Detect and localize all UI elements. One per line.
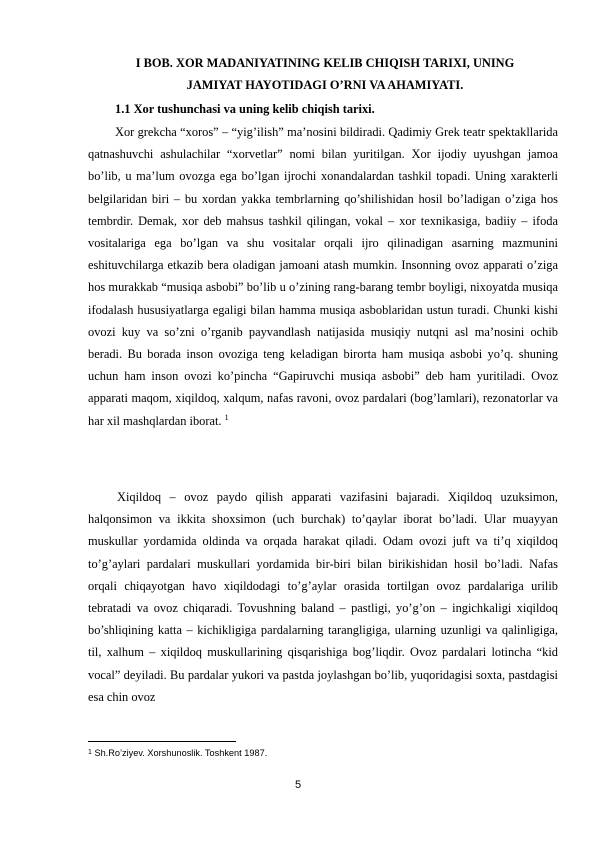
paragraph-1-text: Xor grekcha “xoros” – “yig’ilish” ma’nosini bildiradi. Qadimiy Grek teatr spektakllarida qatnashuvchi ashulachilar “xorvetlar” nomi bilan yuritilgan. Xor ijodiy uyushgan jamoa bo’lib, u ma’lum ovozga ega bo’lgan ijrochi xonandalardan tashkil topadi. Uning xarakterli belgilaridan biri – bu xordan yakka tembrlarning qo’shilishidan hosil bo’ladigan o’ziga hos tembrdir. Demak, xor deb mahsus tashkil qilingan, vokal – xor texnikasiga, badiiy – ifoda vositalariga ega bo’lgan va shu vositalar orqali ijro qilinadigan asarning mazmunini eshituvchilarga etkazib bera oladigan jamoani atash mumkin. Insonning ovoz apparati o’ziga hos murakkab “musiqa asbobi” bo’lib u o’zining rang-barang tembr boyligi, nixoyatda musiqa ifodalash hususiyatlarga egaligi bilan hamma musiqa asboblaridan ustun turadi. Chunki kishi ovozi kuy va so’zni o’rganib payvandlash natijasida musiqiy nutqni asl ma’nosini ochib beradi. Bu borada inson ovoziga teng keladigan birorta ham musiqa asbobi yo’q. shuning uchun ham inson ovozi ko’pincha “Gapiruvchi musiqa asbobi” deb ham yuritiladi. Ovoz apparati maqom, xiqildoq, xalqum, nafas ravoni, ovoz pardalari (bog’lamlari), rezonatorlar va har xil mashqlardan iborat. — [88, 125, 558, 428]
footnote-separator — [88, 741, 236, 742]
footnote-text: Sh.Ro’ziyev. Xorshunoslik. Toshkent 1987. — [91, 748, 268, 758]
footnote — [88, 747, 267, 759]
footnote-number: 1 — [88, 749, 92, 756]
chapter-title-line-2: JAMIYAT HAYOTIDAGI O’RNI VA AHAMIYATI. — [186, 78, 464, 92]
footnote-reference[interactable]: 1 — [224, 412, 229, 422]
paragraph-2: Xiqildoq – ovoz paydo qilish apparati vazifasini bajaradi. Xiqildoq uzuksimon, halqonsimon va ikkita shoxsimon (uch burchak) to’qaylar iborat bo’ladi. Ular muayyan muskullar yordamida oldinda va orqada harakat qiladi. Odam ovozi juft va ti’q xiqildoq to’g’aylari pardalari muskullari yordamida bir-biri bilan birikishidan hosil bo’ladi. Nafas orqali chiqayotgan havo xiqildodagi to’g’aylar orasida tortilgan ovoz pardalariga urilib tebratadi va ovoz chiqaradi. Tovushning baland – pastligi, yo’g’on – ingichkaligi xiqildoq bo’shliqining katta – kichikligiga pardalarning tarangligiga, ularning uzunligi va qalinligiga, til, xalhum – xiqildoq muskullarining qisqarishiga bog’liqdir. Ovoz pardalari lotincha “kid vocal” deyiladi. Bu pardalar yukori va pastda joylashgan bo’lib, yuqoridagisi soxta, pastdagisi esa chin ovoz — [88, 490, 558, 704]
chapter-title-line-1: I BOB. XOR MADANIYATINING KELIB CHIQISH TARIXI, UNING — [135, 56, 515, 70]
section-title: 1.1 Xor tushunchasi va uning kelib chiqish tarixi. — [115, 102, 375, 116]
paragraph-1 — [88, 121, 558, 432]
page-number: 5 — [294, 779, 302, 791]
